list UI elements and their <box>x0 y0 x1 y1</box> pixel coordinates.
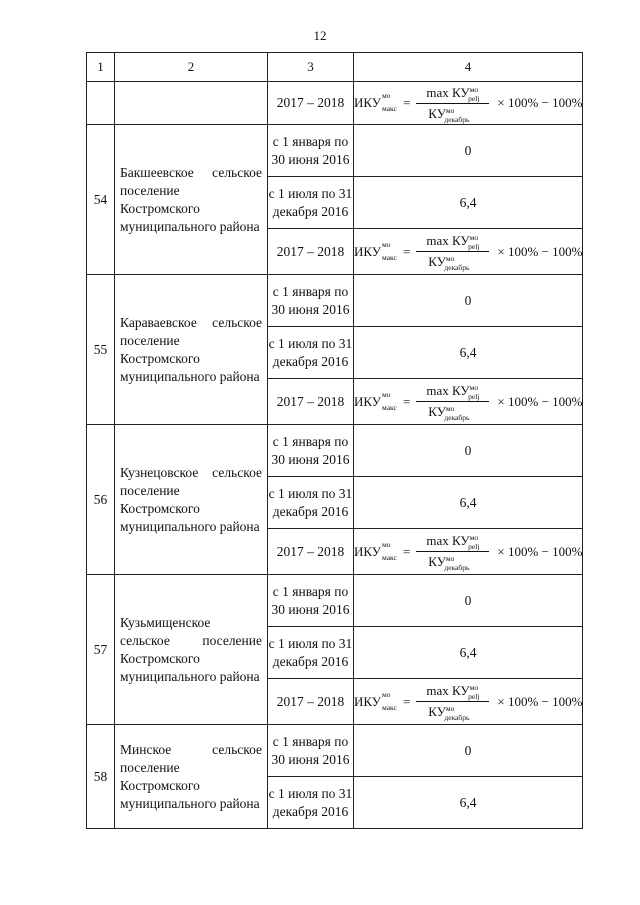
settlement-name-cell: Бакшеевское сельское поселение Костромского муниципального района <box>115 125 268 275</box>
period-cell: с 1 июля по 31 декабря 2016 <box>268 177 354 229</box>
formula-numerator: $\max КУ^{мо}_{pelj}$ <box>416 85 489 104</box>
formula-equals: = <box>403 693 411 709</box>
period-cell: 2017 – 2018 <box>268 229 354 275</box>
table-row <box>87 125 583 177</box>
formula-left: ИКУ мо макс <box>354 239 397 262</box>
page-number: 12 <box>313 28 327 43</box>
formula-denominator: $КУ^{мо}_{декабрь}$ <box>428 704 470 722</box>
formula-fraction <box>416 85 489 122</box>
settlement-name-cell: Минское сельское поселение Костромского муниципального района <box>115 725 268 829</box>
period-cell: с 1 января по 30 июня 2016 <box>268 725 354 777</box>
index-formula <box>354 533 582 570</box>
index-formula <box>354 683 582 720</box>
formula-numerator: $\max КУ^{мо}_{pelj}$ <box>416 683 489 702</box>
row-number-cell: 58 <box>87 725 115 829</box>
period-cell: с 1 января по 30 июня 2016 <box>268 125 354 177</box>
value-cell: 0 <box>354 725 583 777</box>
value-cell: 0 <box>354 425 583 477</box>
formula-cell <box>354 82 583 125</box>
period-cell: с 1 июля по 31 декабря 2016 <box>268 627 354 679</box>
formula-numerator: $\max КУ^{мо}_{pelj}$ <box>416 383 489 402</box>
value-cell: 0 <box>354 275 583 327</box>
value-cell: 6,4 <box>354 327 583 379</box>
formula-left: ИКУ мо макс <box>354 389 397 412</box>
formula-left: ИКУ мо макс <box>354 91 397 113</box>
header-cell-2: 2 <box>115 53 268 82</box>
row-number-cell: 56 <box>87 425 115 575</box>
formula-left: ИКУ мо макс <box>354 539 397 562</box>
period-cell: 2017 – 2018 <box>268 82 354 125</box>
row-number-cell: 54 <box>87 125 115 275</box>
row-number-cell: 57 <box>87 575 115 725</box>
period-cell: 2017 – 2018 <box>268 379 354 425</box>
period-cell: 2017 – 2018 <box>268 529 354 575</box>
settlement-name-cell: Кузнецовское сельское поселение Костромского муниципального района <box>115 425 268 575</box>
formula-fraction <box>416 533 489 570</box>
value-cell: 6,4 <box>354 627 583 679</box>
formula-cell <box>354 529 583 575</box>
value-cell: 0 <box>354 575 583 627</box>
table-row <box>87 275 583 327</box>
period-cell: 2017 – 2018 <box>268 679 354 725</box>
formula-cell <box>354 379 583 425</box>
table-header-row <box>87 53 583 82</box>
period-cell: с 1 июля по 31 декабря 2016 <box>268 477 354 529</box>
header-cell-3: 3 <box>268 53 354 82</box>
value-cell: 6,4 <box>354 777 583 829</box>
formula-equals: = <box>403 543 411 559</box>
value-cell: 0 <box>354 125 583 177</box>
formula-numerator: $\max КУ^{мо}_{pelj}$ <box>416 533 489 552</box>
formula-fraction <box>416 233 489 270</box>
settlement-name-cell: Караваевское сельское поселение Костромского муниципального района <box>115 275 268 425</box>
formula-cell <box>354 229 583 275</box>
formula-fraction <box>416 683 489 720</box>
table-row <box>87 725 583 777</box>
row-number-cell: 55 <box>87 275 115 425</box>
period-cell: с 1 января по 30 июня 2016 <box>268 275 354 327</box>
formula-denominator: $КУ^{мо}_{декабрь}$ <box>428 404 470 422</box>
period-cell: с 1 января по 30 июня 2016 <box>268 575 354 627</box>
value-cell: 6,4 <box>354 477 583 529</box>
formula-denominator: $КУ^{мо}_{декабрь}$ <box>428 554 470 572</box>
formula-tail: × 100% − 100% <box>497 243 583 259</box>
formula-equals: = <box>403 95 411 110</box>
index-formula <box>354 383 582 420</box>
table-row <box>87 425 583 477</box>
formula-tail: × 100% − 100% <box>497 543 583 559</box>
header-cell-4: 4 <box>354 53 583 82</box>
formula-denominator: $КУ^{мо}_{декабрь}$ <box>428 105 470 124</box>
index-formula <box>354 85 582 122</box>
row-number-cell <box>87 82 115 125</box>
formula-tail: × 100% − 100% <box>497 393 583 409</box>
formula-fraction <box>416 383 489 420</box>
formula-tail: × 100% − 100% <box>497 95 583 110</box>
continuation-row <box>87 82 583 125</box>
table-row <box>87 575 583 627</box>
formula-tail: × 100% − 100% <box>497 693 583 709</box>
settlement-name-cell: Кузьмищенское сельское поселение Костромского муниципального района <box>115 575 268 725</box>
formula-cell <box>354 679 583 725</box>
rates-table <box>86 52 583 829</box>
formula-equals: = <box>403 243 411 259</box>
period-cell: с 1 июля по 31 декабря 2016 <box>268 327 354 379</box>
formula-numerator: $\max КУ^{мо}_{pelj}$ <box>416 233 489 252</box>
formula-left: ИКУ мо макс <box>354 689 397 712</box>
settlement-name-cell <box>115 82 268 125</box>
period-cell: с 1 июля по 31 декабря 2016 <box>268 777 354 829</box>
formula-denominator: $КУ^{мо}_{декабрь}$ <box>428 254 470 272</box>
value-cell: 6,4 <box>354 177 583 229</box>
index-formula <box>354 233 582 270</box>
header-cell-1: 1 <box>87 53 115 82</box>
formula-equals: = <box>403 393 411 409</box>
period-cell: с 1 января по 30 июня 2016 <box>268 425 354 477</box>
